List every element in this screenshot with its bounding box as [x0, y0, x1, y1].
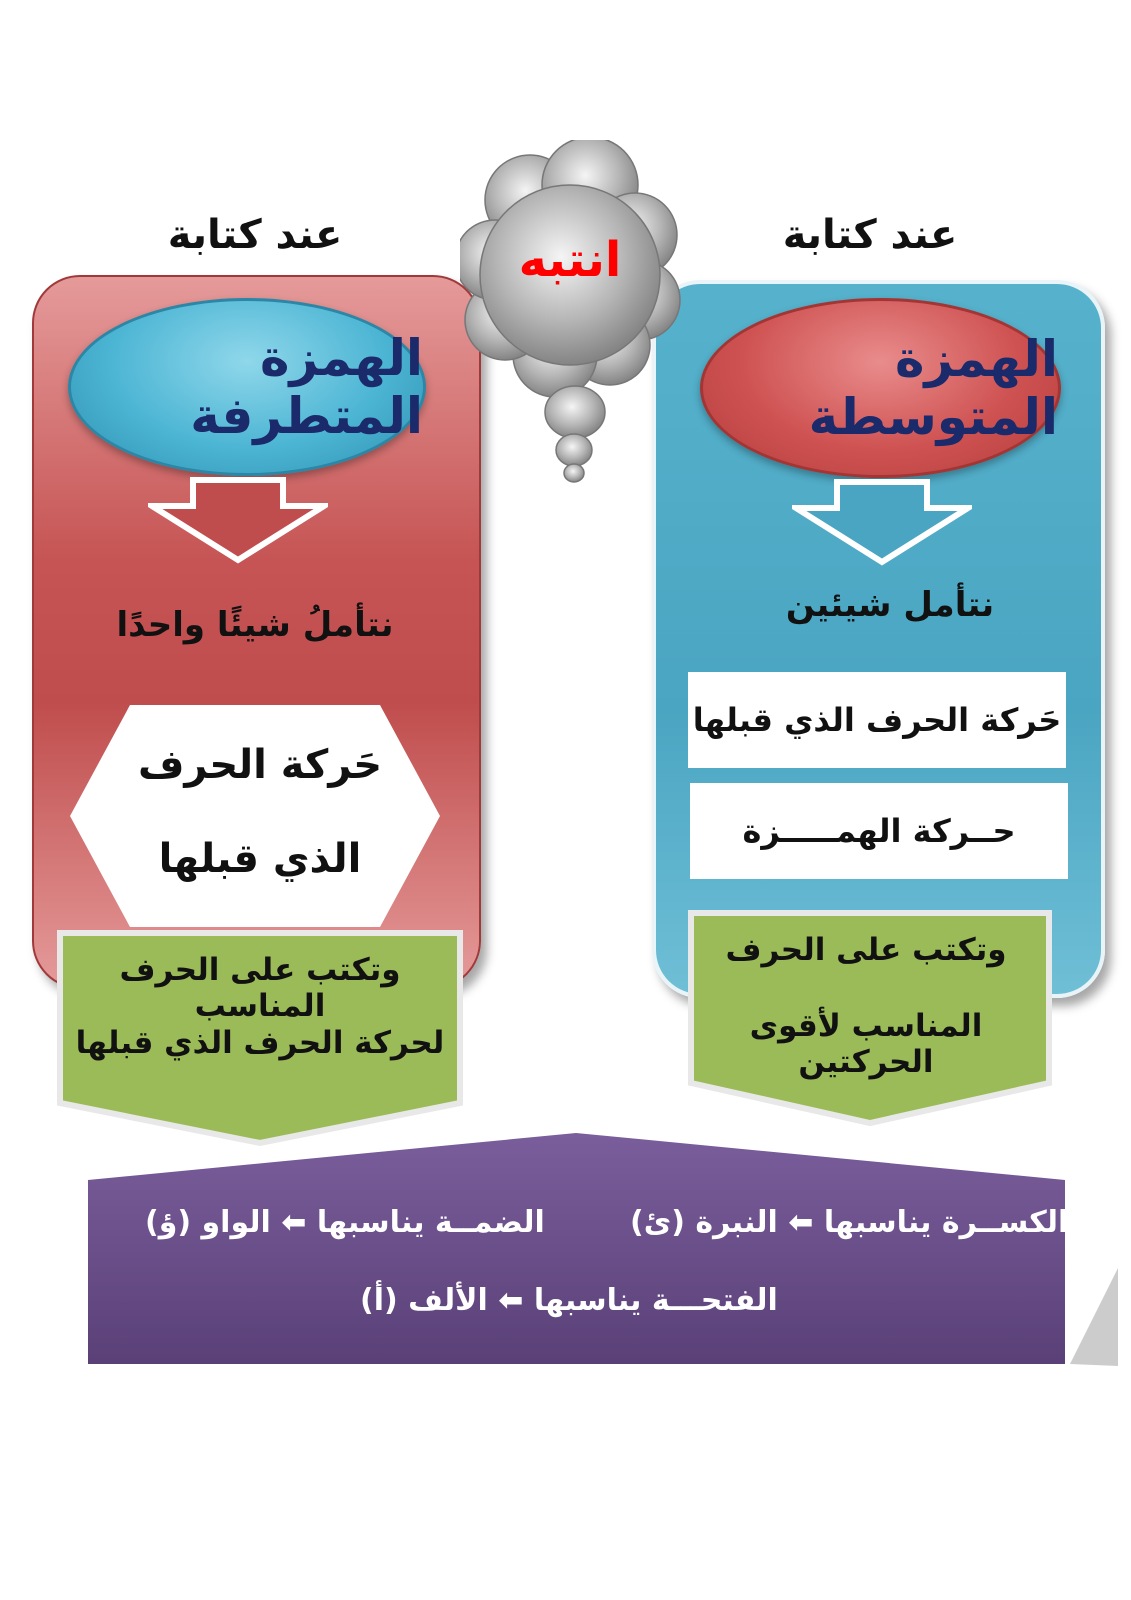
left-title: الهمزة المتطرفة [190, 329, 423, 445]
right-result-line-1: وتكتب على الحرف [725, 932, 1007, 968]
left-result-line-1: وتكتب على الحرف المناسب [119, 952, 401, 1024]
right-box-2 [690, 783, 1068, 879]
thought-cloud [460, 140, 690, 490]
right-title-oval [700, 298, 1061, 478]
right-result-line-2: المناسب لأقوى الحركتين [749, 1008, 983, 1080]
left-title-oval [68, 298, 426, 476]
right-down-arrow-icon [792, 478, 972, 566]
damma-label: الضمــة يناسبها [316, 1205, 545, 1240]
hexagon-line-1: حَركة الحرف [137, 742, 383, 788]
right-box-1-text: حَركة الحرف الذي قبلها [692, 701, 1062, 739]
left-down-arrow-icon [148, 476, 328, 564]
rules-block [80, 1128, 1120, 1373]
right-box-2-text: حــركة الهمـــــزة [742, 812, 1016, 850]
right-title: الهمزة المتوسطة [808, 330, 1058, 446]
left-hexagon [70, 705, 440, 927]
left-arrow-icon: ⬅ [788, 1205, 814, 1240]
rule-kasra [630, 1205, 1068, 1240]
left-arrow-icon: ⬅ [498, 1283, 524, 1318]
left-result-line-2: لحركة الحرف الذي قبلها [75, 1025, 445, 1061]
left-arrow-icon: ⬅ [281, 1205, 307, 1240]
right-heading: عند كتابة [782, 212, 958, 258]
left-heading: عند كتابة [167, 212, 343, 258]
right-box-1 [688, 672, 1066, 768]
left-instruction: نتأملُ شيئًا واحدًا [116, 605, 394, 645]
fatha-label: الفتحـــة يناسبها [533, 1283, 778, 1318]
attention-label: انتبه [518, 232, 622, 288]
rule-fatha [360, 1283, 778, 1318]
right-instruction: نتأمل شيئين [785, 585, 995, 625]
fatha-target: الألف (أ) [360, 1283, 488, 1318]
damma-target: الواو (ؤ) [145, 1205, 271, 1240]
kasra-label: الكســرة يناسبها [823, 1205, 1069, 1240]
kasra-target: النبرة (ئ) [630, 1205, 778, 1240]
rule-damma [145, 1205, 545, 1240]
hexagon-line-2: الذي قبلها [158, 836, 362, 882]
